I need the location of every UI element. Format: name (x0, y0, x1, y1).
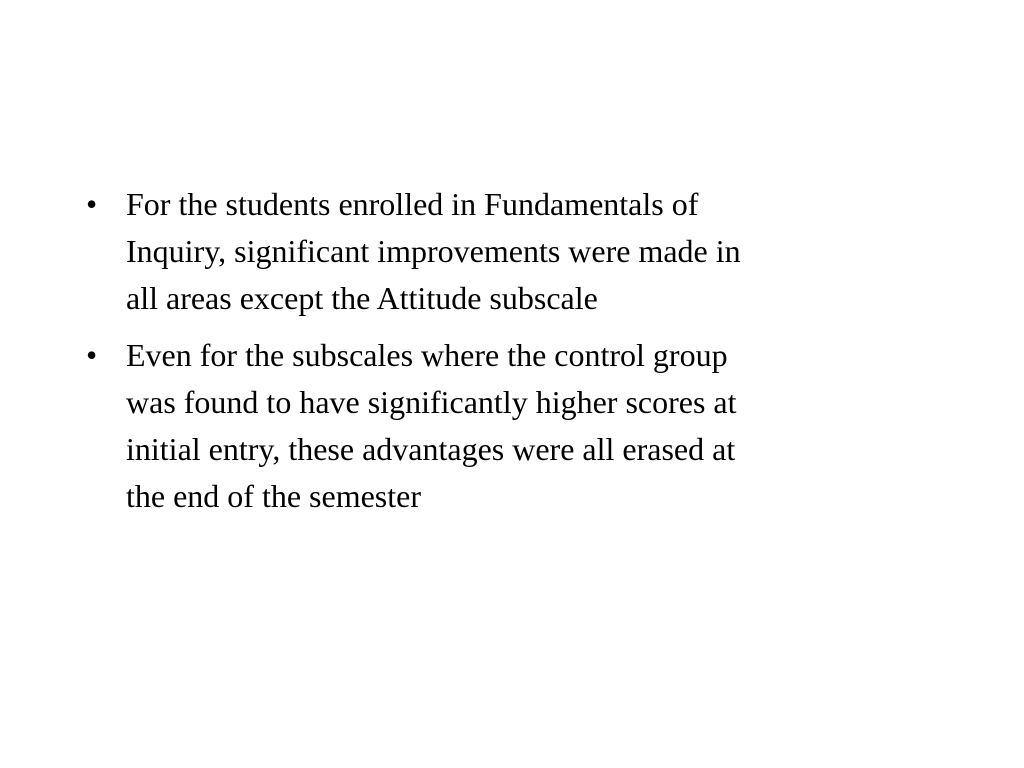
bullet-line: the end of the semester (126, 478, 421, 514)
bullet-text (126, 332, 906, 520)
bullet-text (126, 181, 906, 322)
bullet-icon: • (86, 186, 98, 222)
bullet-item (86, 181, 906, 322)
bullet-line: all areas except the Attitude subscale (126, 280, 598, 316)
bullet-line: was found to have significantly higher scores at (126, 384, 737, 420)
bullet-line: initial entry, these advantages were all erased at (126, 431, 736, 467)
bullet-line: For the students enrolled in Fundamentals of (126, 186, 699, 222)
bullet-line: Inquiry, significant improvements were made in (126, 233, 741, 269)
bullet-line: Even for the subscales where the control group (126, 337, 728, 373)
bullet-item (86, 332, 906, 520)
bullet-icon: • (86, 337, 98, 373)
bullet-list (86, 181, 906, 530)
